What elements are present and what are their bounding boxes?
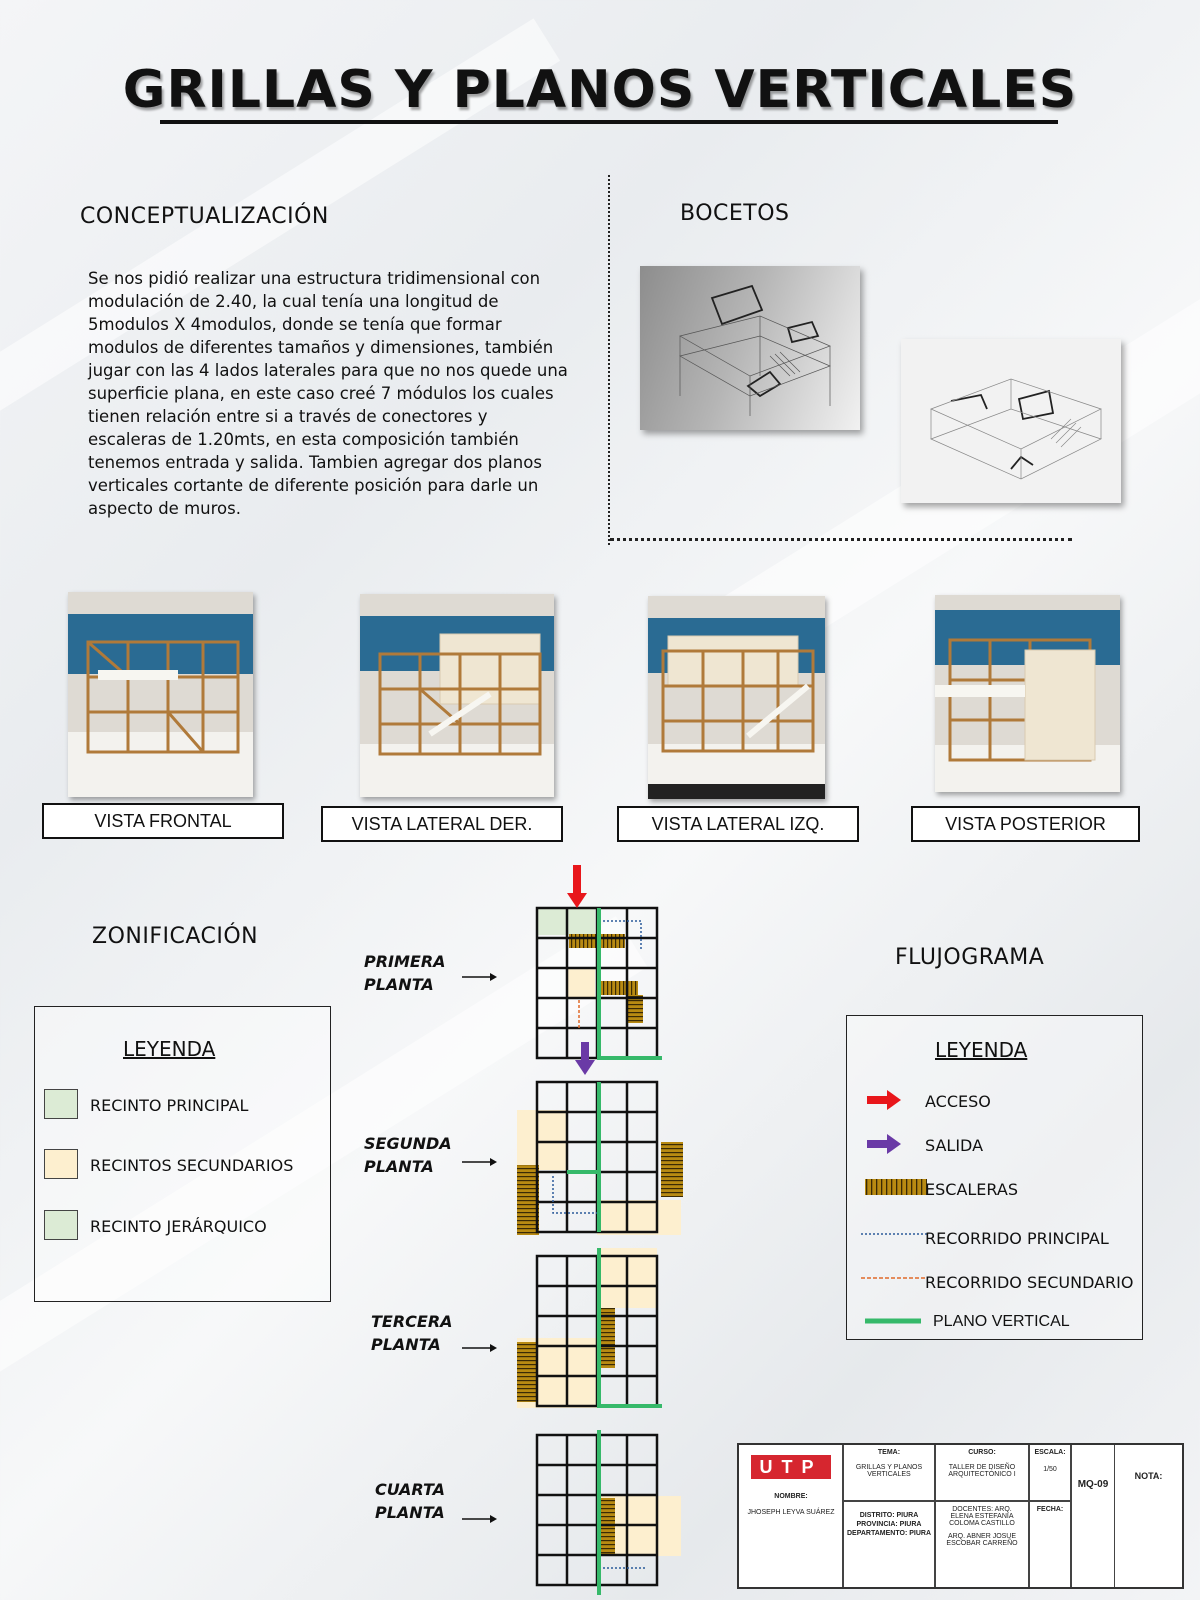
sketch-drawing-2 xyxy=(901,339,1121,503)
floor-plan-2 xyxy=(517,1082,683,1235)
legend-label-escaleras: ESCALERAS xyxy=(925,1180,1018,1199)
model-photo-posterior-drawing xyxy=(935,595,1120,792)
docentes-cell xyxy=(935,1501,1029,1587)
nota-label: NOTA: xyxy=(1134,1471,1163,1481)
tema-cell xyxy=(843,1445,935,1501)
model-photo-lateral-izq xyxy=(648,596,825,799)
sketch-image-2 xyxy=(901,339,1121,503)
red-arrow-icon xyxy=(867,1090,901,1110)
docentes: DOCENTES: ARQ. ELENA ESTEFANIA COLOMA CASTILLO xyxy=(949,1506,1015,1527)
legend-label-plano-vertical: PLANO VERTICAL xyxy=(933,1313,1070,1330)
sketch-image-1 xyxy=(640,266,860,430)
floor-label-cuarta-line1: CUARTA xyxy=(375,1480,446,1499)
title-block-logo-cell xyxy=(739,1445,843,1587)
fecha-cell xyxy=(1029,1501,1071,1587)
tema-label: TEMA: xyxy=(877,1449,901,1456)
model-photo-lateral-der xyxy=(360,594,554,797)
fecha-label: FECHA: xyxy=(1036,1506,1064,1513)
salida-arrow-icon xyxy=(581,1042,589,1062)
caption-vista-lateral-der: VISTA LATERAL DER. xyxy=(321,806,563,842)
swatch-recinto-jerarquico xyxy=(44,1210,78,1240)
legend-label-recinto-principal: RECINTO PRINCIPAL xyxy=(90,1096,249,1115)
swatch-recintos-secundarios xyxy=(44,1149,78,1179)
model-photo-lateral-der-drawing xyxy=(360,594,554,797)
floor-label-primera-line1: PRIMERA xyxy=(364,952,446,971)
floor-label-segunda-line2: PLANTA xyxy=(364,1157,434,1176)
floor-label-cuarta-line2: PLANTA xyxy=(375,1503,445,1522)
floor-plans-diagram xyxy=(455,860,695,1600)
floor-plan-1-arrows xyxy=(462,973,497,1523)
utp-logo: UTP xyxy=(751,1455,831,1479)
nombre-label: NOMBRE: xyxy=(774,1493,808,1500)
escala-value: 1/50 xyxy=(1043,1466,1057,1473)
title-underline xyxy=(160,120,1058,124)
floor-label-primera xyxy=(364,950,446,996)
legend-label-recinto-jerarquico: RECINTO JERÁRQUICO xyxy=(90,1217,267,1236)
caption-vista-frontal: VISTA FRONTAL xyxy=(42,803,284,839)
code-cell xyxy=(1071,1445,1115,1587)
model-photo-frontal-drawing xyxy=(68,592,253,797)
departamento: DEPARTAMENTO: PIURA xyxy=(847,1530,931,1537)
conceptualizacion-text: Se nos pidió realizar una estructura tridimensional con modulación de 2.40, la cual tenía una longitud de 5modulos X 4modulos, donde se tenía que formar modulos de diferentes tamaños y dimensiones, también jugar con las 4 lados laterales para que no nos quede una superficie plana, en este caso creé 7 módulos los cuales tienen relación entre si a través de conectores y escaleras de 1.20mts, en esta composición también tenemos entrada y salida. Tambien agregar dos planos verticales cortante de diferente posición para darle un aspecto de muros. xyxy=(88,269,568,518)
model-photo-posterior xyxy=(935,595,1120,792)
legend-label-recintos-secundarios: RECINTOS SECUNDARIOS xyxy=(90,1156,294,1175)
curso-cell xyxy=(935,1445,1029,1501)
flujograma-legend-icons xyxy=(861,1086,927,1336)
flujograma-heading: FLUJOGRAMA xyxy=(895,945,1045,970)
zonificacion-legend-title: LEYENDA xyxy=(123,1037,216,1061)
sketch-drawing-1 xyxy=(640,266,860,430)
floor-label-primera-line2: PLANTA xyxy=(364,975,434,994)
curso-value: TALLER DE DISEÑO ARQUITECTÓNICO I xyxy=(948,1464,1016,1478)
section-divider-horizontal xyxy=(610,538,1072,541)
docente-2: ARQ. ABNER JOSUE ESCOBAR CARREÑO xyxy=(946,1533,1018,1547)
floor-label-tercera xyxy=(371,1310,453,1356)
tema-value: GRILLAS Y PLANOS VERTICALES xyxy=(855,1464,923,1478)
floor-plan-1 xyxy=(537,865,662,1075)
conceptualizacion-heading: CONCEPTUALIZACIÓN xyxy=(80,204,329,229)
model-photo-lateral-izq-drawing xyxy=(648,596,825,799)
floor-label-tercera-line2: PLANTA xyxy=(371,1335,441,1354)
page-title: GRILLAS Y PLANOS VERTICALES xyxy=(122,60,1078,120)
acceso-arrow-icon xyxy=(573,865,581,895)
zonificacion-heading: ZONIFICACIÓN xyxy=(92,924,259,949)
purple-arrow-icon xyxy=(867,1134,901,1154)
escala-label: ESCALA: xyxy=(1034,1449,1066,1456)
floor-label-segunda xyxy=(364,1132,452,1178)
bocetos-heading: BOCETOS xyxy=(680,201,790,226)
swatch-recinto-principal xyxy=(44,1089,78,1119)
zonificacion-legend xyxy=(34,1006,331,1302)
nota-cell xyxy=(1115,1445,1182,1587)
legend-label-acceso: ACCESO xyxy=(925,1092,991,1111)
flujograma-legend xyxy=(846,1015,1143,1340)
distrito: DISTRITO: PIURA xyxy=(859,1512,919,1519)
caption-vista-lateral-izq: VISTA LATERAL IZQ. xyxy=(617,806,859,842)
escala-cell xyxy=(1029,1445,1071,1501)
floor-label-segunda-line1: SEGUNDA xyxy=(364,1134,452,1153)
legend-label-recorrido-principal: RECORRIDO PRINCIPAL xyxy=(925,1229,1109,1248)
provincia: PROVINCIA: PIURA xyxy=(856,1521,922,1528)
section-divider-vertical xyxy=(608,175,610,545)
stairs-icon xyxy=(865,1179,927,1195)
caption-vista-posterior: VISTA POSTERIOR xyxy=(911,806,1140,842)
flujograma-legend-title: LEYENDA xyxy=(935,1038,1028,1062)
floor-label-tercera-line1: TERCERA xyxy=(371,1312,453,1331)
legend-label-salida: SALIDA xyxy=(925,1136,984,1155)
title-block xyxy=(737,1443,1184,1589)
plan-code: MQ-09 xyxy=(1077,1479,1109,1490)
model-photo-frontal xyxy=(68,592,253,797)
ubicacion-cell xyxy=(843,1501,935,1587)
floor-plan-4 xyxy=(537,1430,681,1595)
floor-label-cuarta xyxy=(375,1478,445,1524)
curso-label: CURSO: xyxy=(968,1449,996,1456)
floor-plan-3 xyxy=(517,1248,662,1408)
nombre-value: JHOSEPH LEYVA SUÁREZ xyxy=(747,1509,835,1516)
legend-label-recorrido-secundario: RECORRIDO SECUNDARIO xyxy=(925,1273,1134,1292)
